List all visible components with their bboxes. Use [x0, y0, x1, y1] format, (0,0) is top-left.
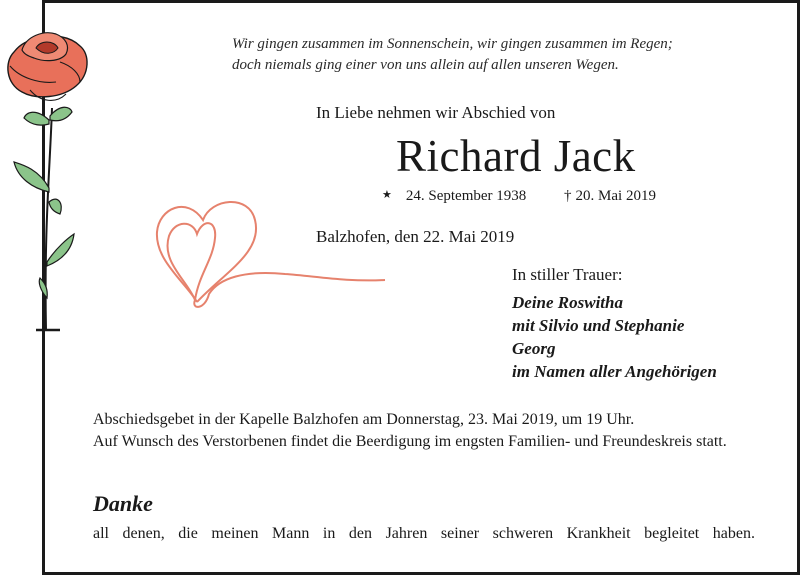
hearts-icon [145, 190, 395, 320]
mourners-list [512, 291, 717, 383]
deceased-name: Richard Jack [396, 131, 636, 181]
rose-icon [0, 28, 100, 348]
burial-text: Auf Wunsch des Verstorbenen findet die Beerdigung im engsten Familien- und Freundeskreis statt. [93, 433, 727, 450]
frame-top-border [44, 0, 800, 3]
service-info [93, 409, 755, 453]
verse-line: doch niemals ging einer von uns allein auf allen unseren Wegen. [232, 57, 619, 73]
verse-line: Wir gingen zusammen im Sonnenschein, wir gingen zusammen im Regen; [232, 36, 673, 52]
star-icon: ★ [382, 189, 392, 201]
mourning-label: In stiller Trauer: [512, 265, 623, 284]
place-date: Balzhofen, den 22. Mai 2019 [316, 227, 515, 246]
thanks-text: all denen, die meinen Mann in den Jahren seiner schweren Krankheit begleitet haben. [93, 525, 755, 542]
life-dates [382, 188, 670, 205]
cross-icon: † [564, 188, 572, 204]
death-date: 20. Mai 2019 [575, 188, 656, 204]
mourner: Deine Roswitha [512, 293, 623, 312]
mourner: Georg [512, 339, 556, 358]
service-text: Abschiedsgebet in der Kapelle Balzhofen am Donnerstag, 23. Mai 2019, um 19 Uhr. [93, 411, 635, 428]
mourner: im Namen aller Angehörigen [512, 362, 717, 381]
mourner: mit Silvio und Stephanie [512, 316, 685, 335]
farewell-intro: In Liebe nehmen wir Abschied von [316, 103, 556, 122]
birth-date: 24. September 1938 [405, 188, 527, 204]
verse [232, 34, 762, 76]
thanks-heading: Danke [93, 491, 153, 516]
